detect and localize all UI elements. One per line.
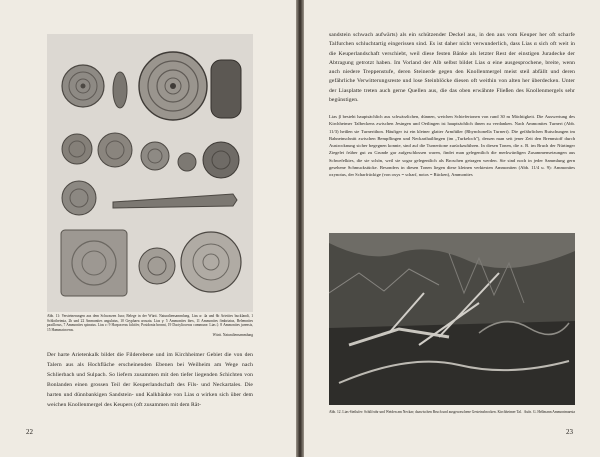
- left-page: [0, 0, 296, 457]
- fossil-plate-figure: [47, 34, 253, 312]
- figure-caption: Abb. 11: Versteinerungen aus dem Schwarzen Jura; Belege in der Württ. Naturaliensammlung. Lias α: 4a und 6b Arietites bucklandi, 1 Schlotheimia, 2b und 22 Ammonites angulatus, 10 Gryphaea arcuata. Lias γ: 5 Ammonites ibex, 11 Ammonites fimbriatus, Belemnites paxillosus, 7 Ammonites spinatus. Lias ε: 9 Harpoceras falcifer, Posidonia bronni, 19 Dactylioceras commune. Lias ζ: 8 Ammonites jurensis, 15 Hammatoceras. Württ. Naturaliensammlung: [47, 314, 253, 337]
- rock-slab-fossil: [61, 230, 127, 296]
- ammonite-fossil: [62, 181, 96, 215]
- photo-credit: Aufn. G. Hellmann Ammontmaesta: [523, 410, 575, 414]
- small-ammonite-fossil: [178, 153, 196, 171]
- photo-caption: Abb. 12. Lias-Steilufer: Schilfrohr und Weiden am Neckar; dazwischen Bruch und ausgewaschene Gesteinsbrocken. Kirchheimer Tal. Aufn. G. Hellmann Ammontmaesta: [329, 410, 575, 414]
- ammonite-fossil: [98, 133, 132, 167]
- large-ammonite-fossil: [181, 232, 241, 292]
- page-number-left: 22: [26, 428, 33, 436]
- large-ammonite-fossil: [139, 52, 207, 120]
- ammonite-fossil: [62, 134, 92, 164]
- ammonite-side-fossil: [113, 72, 127, 108]
- right-body-text-bottom: Lias β besteht hauptsächlich aus schwärzlichen, dünnen, weichen Schiefertonen von rund 30 m Mächtigkeit. Die Auswertung des Kirchheimer Talbeckens zwischen Jesingen und Oetlingen ist hauptsächlich ihnen zu verdanken. Nach Ammonites Turneri (Abb. 11/3) heißen sie Turnerithon. Häufiger ist ein kleiner glatter Armfüßer (Rhynchonella Turneri). Die gefährlichen Rutschungen im Bahneinschnitt zwischen Bempflingen und Neckarthailfingen (im „Turkeloch"), dessen man seit jener Zeit den Brennstoff durch Austrocknung sicher begegnen konnte, sind auf die Turneritone zurückzuführen. In diesen Tonen, die z. B. im Bruch der Nürtinger Ziegelei früher gut zu Grunde gar aufgeschlossen waren, findet man gelegentlich die merkwürdigen Zusammensetzungen aus Schwefelkies, die sie schön, weil sie sogar gelegentlich als Broschen getragen werden. Sie sind noch in jeder Sammlung gern gesehene Schmuckstücke. Besonders in diesen Tonen liegen diese kleinen verkiesten Ammoniten (Abb. 11/4 u. 9): Ammonites oxynotus, der Scharfrückige (von oxys = scharf, notos = Rücken), Ammonites: [329, 114, 575, 178]
- ammonite-fossil: [139, 248, 175, 284]
- ammonite-fossil: [203, 142, 239, 178]
- ammonite-fossil: [141, 142, 169, 170]
- page-number-right: 23: [566, 428, 573, 436]
- book-gutter: [296, 0, 304, 457]
- left-body-text: Der harte Arietenkalk bildet die Filderebene und im Kirchheimer Gebiet die von den Talern aus als Hochfläche erscheinenden Ebenen bei Weilheim am Wege nach Schlierbach und Sulpach. So liefern zusammen mit den tiefer liegenden Schichten von Bonlanden einen grossen Teil der Keuperlandschaft des Fils- und Neckartales. Die harten und dünnbankigen Sandstein- und Kalkbänke von Lias α wirken sich über dem weichen Knollenmergel des Keupers (oft zusammen mit dem Rät-: [47, 352, 253, 408]
- riverbank-photo: [329, 233, 575, 405]
- figure-credit: Württ. Naturaliensammlung: [212, 332, 253, 337]
- right-body-text-top: sandstein schwach aufwärts) als ein schützender Deckel aus, in den aus vom Keuper her oft scharfe Talfurchen schluchtartig eingerissen sind. Es ist daher nicht verwunderlich, dass Lias α sich oft weit in die Keuperlandschaft verschiebt, weil diese festen Bänke als letzter Rest der einstigen Juradecke der Abtragung getrotzt haben. Im Vorland der Alb selbst bildet Lias α eine ausgesprochene, breite, wenn auch niedere Treppenstufe, deren Steinerde gegen den Knollenmergel meist steil abfällt und deren gefährliche Verwitterungsreste und lose Steinblöcke diesen oft weithin von alten her überdecken. Unter der Liasplatte treten auch gerne Quellen aus, die das oben erwähnte Fließen des Knollenmergels sehr begünstigen.: [329, 32, 575, 104]
- ammonite-fragment-fossil: [211, 60, 241, 118]
- ammonite-fossil: [62, 65, 104, 107]
